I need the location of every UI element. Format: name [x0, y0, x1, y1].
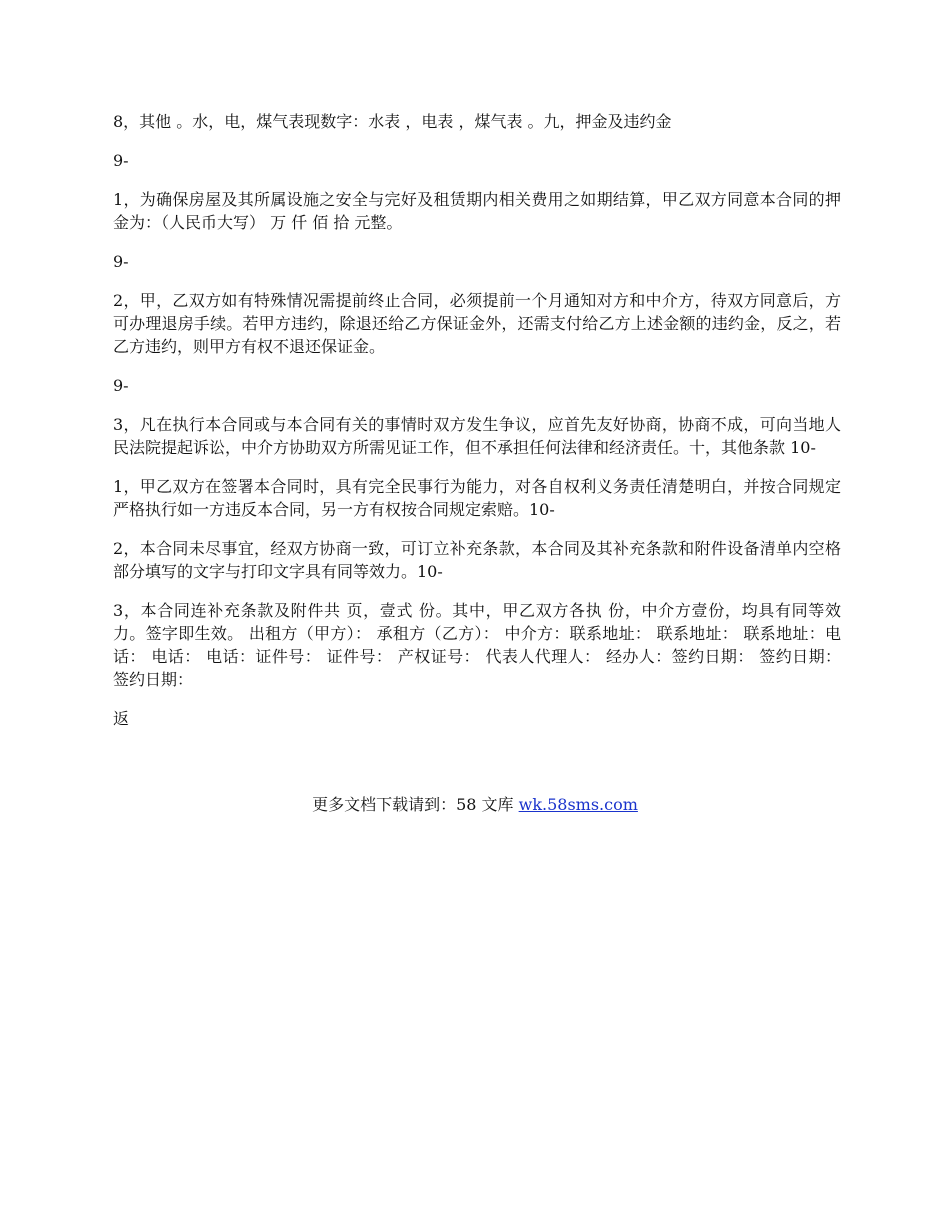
- paragraph-signatures: 3，本合同连补充条款及附件共 页，壹式 份。其中，甲乙双方各执 份，中介方壹份，均具有同等效力。签字即生效。 出租方（甲方）： 承租方（乙方）： 中介方：联系地址： 联系地址： 联系地址：电话： 电话： 电话：证件号： 证件号： 产权证号： 代表人代理人： 经办人：签约日期： 签约日期： 签约日期：: [113, 601, 841, 689]
- section-number: 9-: [113, 252, 129, 271]
- paragraph-supplementary-terms: 2，本合同未尽事宜，经双方协商一致，可订立补充条款，本合同及其补充条款和附件设备清单内空格部分填写的文字与打印文字具有同等效力。10-: [113, 539, 841, 581]
- section-number: 9-: [113, 376, 129, 395]
- paragraph-dispute-resolution: 3，凡在执行本合同或与本合同有关的事情时双方发生争议，应首先友好协商，协商不成，可向当地人民法院提起诉讼，中介方协助双方所需见证工作，但不承担任何法律和经济责任。十，其他条款 10-: [113, 415, 841, 457]
- section-number: 9-: [113, 151, 129, 170]
- paragraph-early-termination: 2，甲，乙双方如有特殊情况需提前终止合同，必须提前一个月通知对方和中介方，待双方同意后，方可办理退房手续。若甲方违约，除退还给乙方保证金外，还需支付给乙方上述金额的违约金，反之，若乙方违约，则甲方有权不退还保证金。: [113, 291, 841, 356]
- return-text: 返: [113, 709, 130, 728]
- download-footer: [0, 793, 950, 816]
- footer-link[interactable]: wk.58sms.com: [518, 795, 638, 814]
- paragraph-utilities-deposit: 8，其他 。水，电，煤气表现数字：水表 ，电表 ，煤气表 。九，押金及违约金: [113, 112, 672, 131]
- paragraph-civil-capacity: 1，甲乙双方在签署本合同时，具有完全民事行为能力，对各自权利义务责任清楚明白，并按合同规定严格执行如一方违反本合同，另一方有权按合同规定索赔。10-: [113, 477, 841, 519]
- paragraph-deposit-amount: 1，为确保房屋及其所属设施之安全与完好及租赁期内相关费用之如期结算，甲乙双方同意本合同的押金为：（人民币大写） 万 仟 佰 拾 元整。: [113, 190, 841, 232]
- document-body: [113, 110, 841, 760]
- footer-text: 更多文档下载请到：58 文库: [312, 795, 519, 814]
